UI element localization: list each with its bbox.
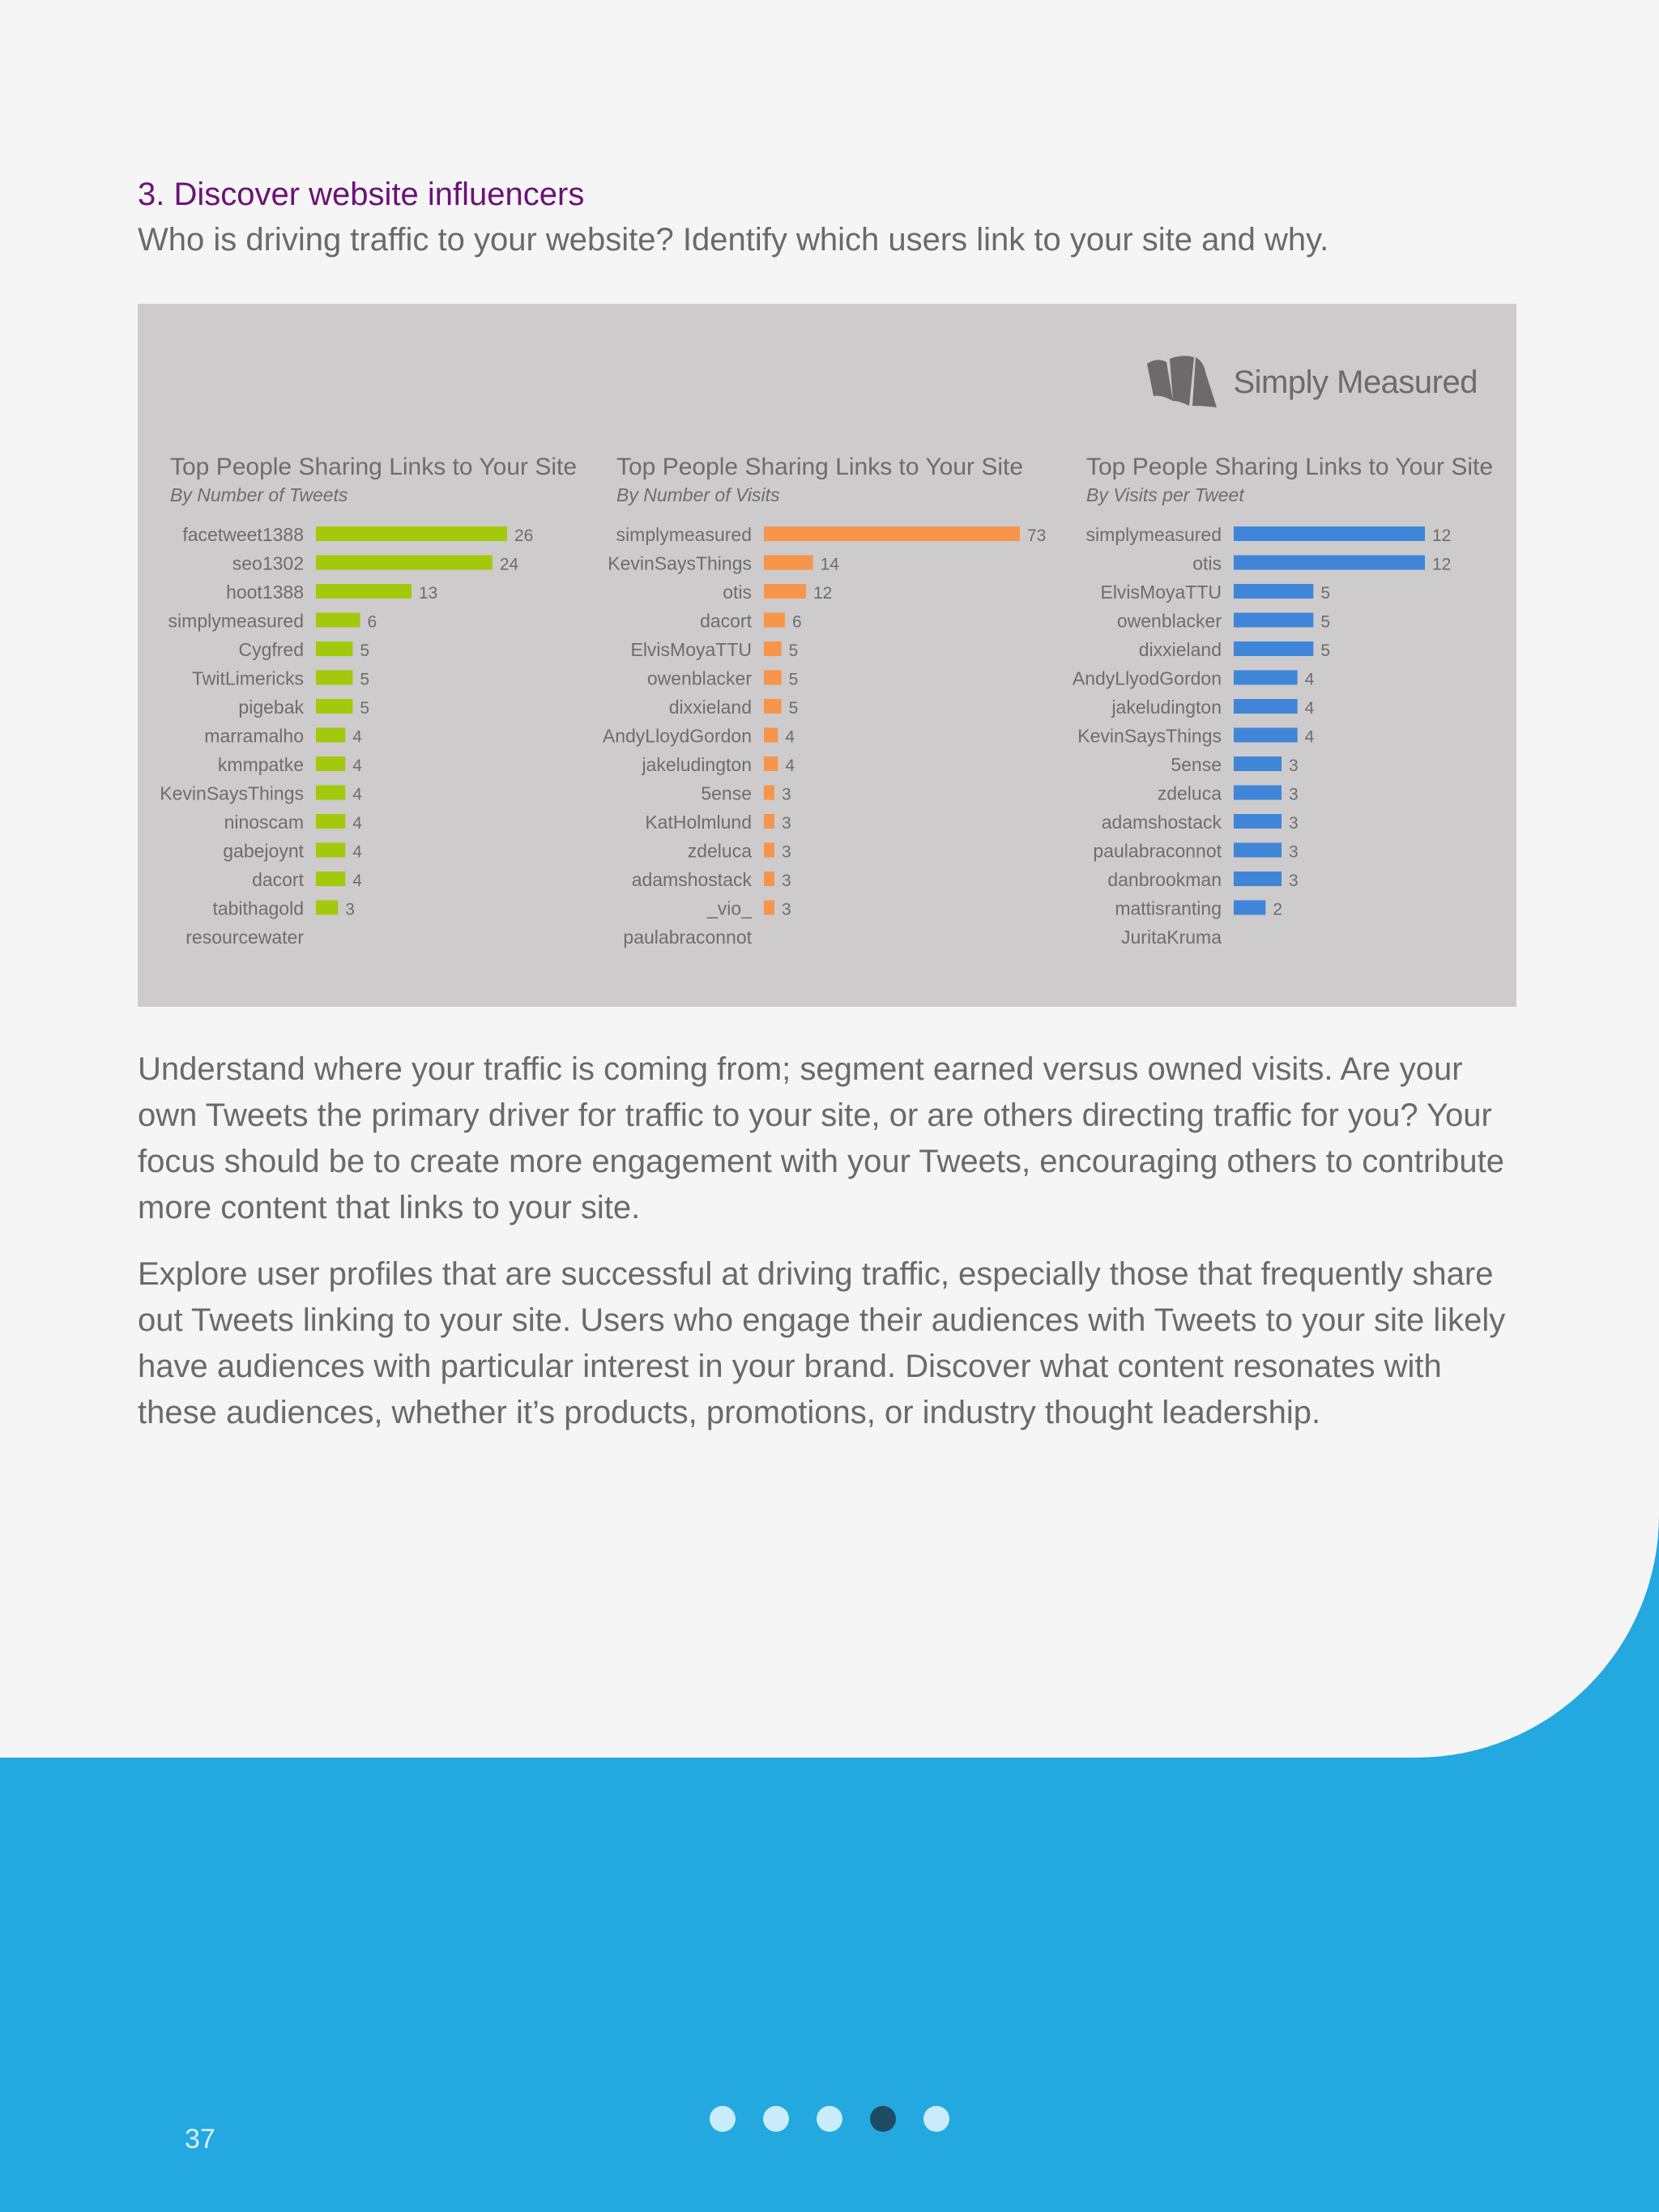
chart-panel-visits	[616, 454, 1023, 506]
data-label: 5	[360, 670, 370, 689]
bar	[1234, 728, 1298, 743]
data-label: 26	[514, 526, 534, 545]
bar	[316, 671, 352, 685]
body-paragraph-1: Understand where your traffic is coming from; segment earned versus owned visits. Are your own Tweets the primary driver for traffic to your site, or are others directing traffic for you? Your focus should be to create more engagement with your Tweets, encouraging others to contribute more content that links to your site.	[138, 1051, 1504, 1225]
bar	[764, 814, 774, 829]
category-label: zdeluca	[687, 840, 752, 862]
category-label: AndyLloydGordon	[602, 725, 752, 747]
category-label: otis	[723, 582, 752, 603]
bar	[764, 728, 778, 743]
category-label: KatHolmlund	[645, 812, 752, 833]
page-dot[interactable]	[870, 2106, 896, 2132]
category-label: paulabraconnot	[623, 927, 752, 948]
bar	[316, 814, 345, 829]
bar	[764, 584, 806, 599]
data-label: 3	[1289, 814, 1299, 833]
category-label: hoot1388	[226, 582, 304, 603]
data-label: 3	[1289, 757, 1299, 775]
category-label: jakeludington	[1111, 697, 1222, 718]
category-label: ninoscam	[224, 812, 304, 833]
chart-title: Top People Sharing Links to Your Site	[616, 454, 1024, 480]
category-label: 5ense	[701, 782, 752, 804]
category-label: _vio_	[707, 897, 752, 919]
data-label: 3	[1289, 872, 1299, 890]
bar	[316, 901, 338, 915]
bar	[764, 699, 782, 714]
bar	[316, 526, 507, 541]
data-label: 5	[360, 641, 370, 660]
data-label: 14	[820, 555, 839, 574]
bar	[1234, 671, 1298, 685]
bar	[764, 901, 774, 915]
category-label: adamshostack	[1101, 812, 1222, 833]
bar-chart-visits-per-tweet	[1056, 522, 1509, 976]
category-label: 5ense	[1171, 754, 1222, 775]
category-label: jakeludington	[642, 754, 752, 775]
data-label: 5	[1320, 641, 1331, 660]
bar-chart-tweets	[138, 522, 591, 976]
category-label: zdeluca	[1157, 782, 1222, 804]
section-intro: Who is driving traffic to your website? Identify which users link to your site and why.	[138, 222, 1329, 258]
data-label: 24	[499, 555, 519, 574]
category-label: simplymeasured	[1085, 524, 1222, 545]
data-label: 4	[1304, 670, 1315, 689]
bar	[1234, 786, 1282, 800]
category-label: dixxieland	[668, 697, 752, 718]
data-label: 3	[345, 900, 355, 919]
bar	[316, 872, 345, 886]
category-label: owenblacker	[646, 667, 752, 689]
data-label: 12	[1432, 526, 1452, 545]
category-label: seo1302	[232, 552, 304, 574]
bar	[764, 613, 785, 628]
data-label: 3	[781, 785, 791, 804]
data-label: 5	[788, 670, 799, 689]
data-label: 4	[352, 727, 362, 747]
bar	[764, 556, 813, 570]
data-label: 5	[360, 699, 370, 718]
data-label: 73	[1027, 526, 1047, 545]
bar	[316, 584, 412, 599]
data-label: 4	[1304, 727, 1315, 747]
simply-measured-logo-icon	[1145, 354, 1223, 411]
bar	[1234, 641, 1313, 656]
influencer-charts-figure	[138, 304, 1516, 1007]
category-label: paulabraconnot	[1093, 840, 1222, 862]
category-label: dixxieland	[1138, 639, 1222, 660]
category-label: KevinSaysThings	[160, 782, 304, 804]
chart-panel-tweets	[170, 454, 577, 506]
category-label: tabithagold	[212, 897, 304, 919]
category-label: TwitLimericks	[191, 667, 304, 689]
simply-measured-logo-text: Simply Measured	[1233, 364, 1478, 400]
data-label: 4	[1304, 699, 1315, 718]
category-label: facetweet1388	[182, 524, 304, 545]
bar	[764, 526, 1020, 541]
page-dot[interactable]	[710, 2106, 736, 2132]
bar	[1234, 872, 1282, 886]
data-label: 4	[352, 872, 362, 890]
category-label: gabejoynt	[223, 840, 304, 862]
data-label: 4	[785, 727, 795, 747]
bar	[1234, 556, 1425, 570]
category-label: JuritaKruma	[1121, 927, 1222, 948]
category-label: ElvisMoyaTTU	[630, 639, 752, 660]
bar	[764, 786, 774, 800]
data-label: 5	[1320, 612, 1331, 632]
section-heading: 3. Discover website influencers	[138, 177, 585, 212]
data-label: 3	[781, 872, 791, 890]
category-label: KevinSaysThings	[1077, 725, 1222, 747]
category-label: owenblacker	[1116, 610, 1222, 632]
data-label: 4	[352, 757, 362, 775]
data-label: 3	[781, 900, 791, 919]
simply-measured-logo	[1145, 354, 1478, 411]
category-label: Cygfred	[238, 639, 304, 660]
bar	[1234, 699, 1298, 714]
data-label: 5	[788, 641, 799, 660]
data-label: 3	[1289, 785, 1299, 804]
chart-title: Top People Sharing Links to Your Site	[170, 454, 578, 480]
data-label: 4	[352, 785, 362, 804]
data-label: 6	[791, 612, 802, 632]
category-label: ElvisMoyaTTU	[1100, 582, 1222, 603]
category-label: dacort	[252, 869, 304, 890]
category-label: mattisranting	[1115, 897, 1222, 919]
category-label: resourcewater	[186, 927, 304, 948]
body-paragraph-2: Explore user profiles that are successful at driving traffic, especially those that frequently share out Tweets linking to your site. Users who engage their audiences with Tweets to your site likely have audiences with particular interest in your brand. Discover what content resonates with these audiences, whether it’s products, promotions, or industry thought leadership.	[138, 1256, 1506, 1430]
bar	[1234, 526, 1425, 541]
data-label: 4	[785, 757, 795, 775]
bar	[1234, 901, 1265, 915]
page-number: 37	[185, 2124, 215, 2154]
category-label: simplymeasured	[616, 524, 752, 545]
category-label: dacort	[700, 610, 752, 632]
bar	[764, 641, 782, 656]
bar	[316, 699, 352, 714]
data-label: 3	[781, 842, 791, 862]
page-indicator[interactable]	[710, 2106, 949, 2132]
bar	[316, 843, 345, 858]
chart-title: Top People Sharing Links to Your Site	[1086, 454, 1494, 480]
data-label: 13	[419, 584, 438, 603]
bar	[316, 613, 360, 628]
bar	[316, 556, 493, 570]
bar	[316, 786, 345, 800]
data-label: 12	[1432, 555, 1452, 574]
category-label: adamshostack	[631, 869, 752, 890]
category-label: danbrookman	[1107, 869, 1222, 890]
bar	[764, 872, 774, 886]
category-label: otis	[1192, 552, 1222, 574]
data-label: 5	[1320, 584, 1331, 603]
bar	[316, 757, 345, 771]
chart-subtitle: By Number of Visits	[616, 484, 780, 505]
page-dot[interactable]	[817, 2106, 842, 2132]
page-dot[interactable]	[923, 2106, 949, 2132]
chart-subtitle: By Number of Tweets	[170, 484, 348, 505]
data-label: 12	[812, 584, 833, 603]
bar	[764, 671, 782, 685]
chart-subtitle: By Visits per Tweet	[1086, 484, 1244, 505]
bar	[1234, 843, 1282, 858]
bar	[764, 843, 774, 858]
category-label: pigebak	[238, 697, 304, 718]
chart-panel-visits-per-tweet	[1086, 454, 1493, 506]
category-label: KevinSaysThings	[608, 552, 752, 574]
data-label: 4	[352, 842, 362, 862]
data-label: 3	[1289, 842, 1299, 862]
data-label: 6	[367, 612, 377, 632]
bar	[1234, 613, 1313, 628]
bar	[1234, 814, 1282, 829]
bar	[316, 641, 352, 656]
bar-chart-visits	[586, 522, 1047, 976]
page-dot[interactable]	[763, 2106, 789, 2132]
data-label: 5	[788, 699, 799, 718]
category-label: kmmpatke	[217, 754, 304, 775]
bar	[1234, 757, 1282, 771]
bar	[1234, 584, 1313, 599]
data-label: 4	[352, 814, 362, 833]
category-label: AndyLlyodGordon	[1072, 667, 1222, 689]
bar	[316, 728, 345, 743]
category-label: simplymeasured	[168, 610, 304, 632]
bar	[764, 757, 778, 771]
category-label: marramalho	[204, 725, 304, 747]
data-label: 2	[1273, 900, 1283, 919]
data-label: 3	[781, 814, 791, 833]
